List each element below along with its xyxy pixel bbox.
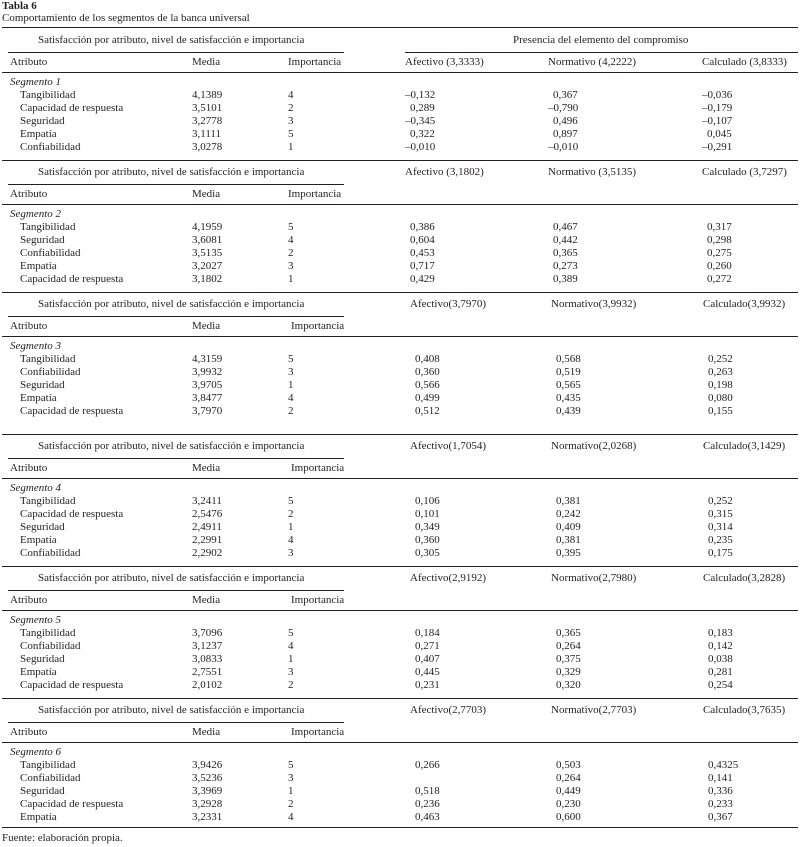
- table-caption: Comportamiento de los segmentos de la banca universal: [2, 12, 250, 24]
- table-row-afectivo: 0,360: [415, 534, 440, 546]
- table-row-media: 2,2991: [192, 534, 223, 546]
- table-row-afectivo: 0,453: [410, 247, 435, 259]
- table-row-media: 4,3159: [192, 353, 223, 365]
- table-row-normativo: 0,389: [553, 273, 578, 285]
- group-header-satisfaccion: Satisfacción por atributo, nivel de satisfacción e importancia: [38, 572, 305, 584]
- table-row-afectivo: 0,360: [415, 366, 440, 378]
- table-row-calculado: 0,252: [708, 495, 733, 507]
- segment-rule: [2, 566, 798, 567]
- table-row-normativo: 0,367: [553, 89, 578, 101]
- table-row-afectivo: 0,349: [415, 521, 440, 533]
- segment-label: Segmento 6: [10, 746, 62, 758]
- table-row-normativo: 0,365: [556, 627, 581, 639]
- table-row-afectivo: 0,289: [410, 102, 435, 114]
- table-row-importancia: 4: [288, 234, 294, 246]
- table-row-importancia: 1: [288, 141, 294, 153]
- table-row-importancia: 2: [288, 102, 294, 114]
- table-row-calculado: 0,260: [707, 260, 732, 272]
- table-row-afectivo: 0,604: [410, 234, 435, 246]
- column-header-afectivo: Afectivo (3,3333): [405, 56, 484, 68]
- table-row-importancia: 5: [288, 627, 294, 639]
- column-header-calculado: Calculado(3,2828): [703, 572, 786, 584]
- table-row-afectivo: 0,717: [410, 260, 435, 272]
- table-row-calculado: 0,155: [708, 405, 733, 417]
- group-header-satisfaccion: Satisfacción por atributo, nivel de satisfacción e importancia: [38, 166, 305, 178]
- group-underline: [8, 316, 344, 317]
- column-header-atributo: Atributo: [10, 594, 48, 606]
- table-row-atributo: Tangibilidad: [20, 353, 76, 365]
- table-row-calculado: 0,038: [708, 653, 733, 665]
- column-header-atributo: Atributo: [10, 56, 48, 68]
- table-row-atributo: Capacidad de respuesta: [20, 405, 124, 417]
- table-row-normativo: 0,439: [556, 405, 581, 417]
- table-row-normativo: 0,600: [556, 811, 581, 823]
- table-row-atributo: Empatía: [20, 811, 57, 823]
- column-header-atributo: Atributo: [10, 320, 48, 332]
- table-row-atributo: Seguridad: [20, 653, 65, 665]
- column-header-normativo: Normativo(2,7703): [551, 704, 637, 716]
- column-header-calculado: Calculado (3,7297): [702, 166, 787, 178]
- table-row-importancia: 4: [288, 640, 294, 652]
- table-row-atributo: Confiabilidad: [20, 547, 81, 559]
- table-row-afectivo: 0,512: [415, 405, 440, 417]
- segment-rule: [2, 434, 798, 435]
- column-header-media: Media: [192, 462, 221, 474]
- table-row-afectivo: 0,518: [415, 785, 440, 797]
- table-row-afectivo: 0,184: [415, 627, 440, 639]
- table-row-calculado: 0,080: [708, 392, 733, 404]
- table-row-atributo: Seguridad: [20, 785, 65, 797]
- table-row-normativo: 0,242: [556, 508, 581, 520]
- table-row-atributo: Empatía: [20, 666, 57, 678]
- table-row-atributo: Tangibilidad: [20, 627, 76, 639]
- table-row-importancia: 4: [288, 534, 294, 546]
- table-row-media: 2,5476: [192, 508, 223, 520]
- table-row-media: 3,2331: [192, 811, 223, 823]
- table-row-importancia: 5: [288, 221, 294, 233]
- table-row-afectivo: 0,407: [415, 653, 440, 665]
- column-header-rule: [2, 742, 798, 743]
- table-row-media: 4,1959: [192, 221, 223, 233]
- table-row-atributo: Tangibilidad: [20, 495, 76, 507]
- table-row-normativo: 0,496: [553, 115, 578, 127]
- table-row-calculado: 0,315: [708, 508, 733, 520]
- column-header-normativo: Normativo (4,2222): [548, 56, 636, 68]
- table-row-atributo: Capacidad de respuesta: [20, 273, 124, 285]
- column-header-rule: [2, 204, 798, 205]
- table-row-atributo: Confiabilidad: [20, 141, 81, 153]
- column-header-importancia: Importancia: [291, 726, 345, 738]
- column-header-calculado: Calculado (3,8333): [702, 56, 787, 68]
- table-row-afectivo: 0,266: [415, 759, 440, 771]
- table-row-atributo: Tangibilidad: [20, 221, 76, 233]
- bottom-rule: [2, 827, 798, 828]
- table-row-importancia: 1: [288, 379, 294, 391]
- table-row-afectivo: 0,231: [415, 679, 440, 691]
- group-header-satisfaccion: Satisfacción por atributo, nivel de satisfacción e importancia: [38, 34, 305, 46]
- table-row-importancia: 3: [288, 366, 294, 378]
- segment-label: Segmento 1: [10, 76, 62, 88]
- table-row-importancia: 3: [288, 666, 294, 678]
- table-row-normativo: –0,010: [548, 141, 579, 153]
- table-row-calculado: 0,4325: [708, 759, 739, 771]
- table-row-afectivo: –0,010: [405, 141, 436, 153]
- segment-label: Segmento 3: [10, 340, 62, 352]
- table-row-normativo: 0,503: [556, 759, 581, 771]
- table-row-media: 2,0102: [192, 679, 223, 691]
- table-row-atributo: Confiabilidad: [20, 772, 81, 784]
- column-header-normativo: Normativo (3,5135): [548, 166, 636, 178]
- column-header-atributo: Atributo: [10, 462, 48, 474]
- table-row-afectivo: 0,445: [415, 666, 440, 678]
- column-header-normativo: Normativo(2,0268): [551, 440, 637, 452]
- table-row-media: 3,9932: [192, 366, 223, 378]
- table-row-atributo: Seguridad: [20, 521, 65, 533]
- top-rule: [2, 27, 798, 28]
- table-row-media: 3,7096: [192, 627, 223, 639]
- table-row-afectivo: 0,305: [415, 547, 440, 559]
- table-row-normativo: 0,442: [553, 234, 578, 246]
- table-row-media: 3,0278: [192, 141, 223, 153]
- table-row-calculado: 0,281: [708, 666, 733, 678]
- column-header-afectivo: Afectivo(3,7970): [410, 298, 487, 310]
- column-header-media: Media: [192, 56, 221, 68]
- table-row-normativo: 0,565: [556, 379, 581, 391]
- table-row-atributo: Empatía: [20, 128, 57, 140]
- table-row-afectivo: 0,499: [415, 392, 440, 404]
- table-row-importancia: 4: [288, 392, 294, 404]
- table-row-media: 3,2928: [192, 798, 223, 810]
- column-header-rule: [2, 610, 798, 611]
- table-row-atributo: Empatía: [20, 392, 57, 404]
- table-row-afectivo: 0,463: [415, 811, 440, 823]
- column-header-importancia: Importancia: [291, 594, 345, 606]
- table-row-media: 3,2027: [192, 260, 223, 272]
- table-row-media: 3,1111: [192, 128, 222, 140]
- table-row-atributo: Empatía: [20, 534, 57, 546]
- column-header-calculado: Calculado(3,1429): [703, 440, 786, 452]
- table-row-normativo: 0,230: [556, 798, 581, 810]
- column-header-rule: [2, 72, 798, 73]
- column-header-calculado: Calculado(3,9932): [703, 298, 786, 310]
- table-row-normativo: 0,519: [556, 366, 581, 378]
- table-row-afectivo: 0,101: [415, 508, 440, 520]
- table-row-calculado: 0,175: [708, 547, 733, 559]
- table-row-atributo: Confiabilidad: [20, 366, 81, 378]
- table-row-media: 2,7551: [192, 666, 223, 678]
- table-row-media: 3,0833: [192, 653, 223, 665]
- table-row-atributo: Tangibilidad: [20, 89, 76, 101]
- table-row-importancia: 2: [288, 508, 294, 520]
- table-row-atributo: Confiabilidad: [20, 640, 81, 652]
- table-row-afectivo: –0,132: [405, 89, 436, 101]
- table-row-media: 3,1802: [192, 273, 223, 285]
- column-header-importancia: Importancia: [291, 462, 345, 474]
- table-row-importancia: 2: [288, 798, 294, 810]
- table-row-calculado: 0,314: [708, 521, 733, 533]
- table-row-media: 3,2778: [192, 115, 223, 127]
- table-row-media: 3,8477: [192, 392, 223, 404]
- table-row-atributo: Capacidad de respuesta: [20, 679, 124, 691]
- group-underline: [405, 52, 798, 53]
- table-row-calculado: 0,233: [708, 798, 733, 810]
- table-row-normativo: 0,329: [556, 666, 581, 678]
- group-underline: [8, 184, 344, 185]
- table-row-calculado: 0,317: [707, 221, 732, 233]
- table-row-calculado: 0,198: [708, 379, 733, 391]
- table-row-normativo: –0,790: [548, 102, 579, 114]
- table-row-importancia: 1: [288, 521, 294, 533]
- table-row-media: 3,7970: [192, 405, 223, 417]
- group-header-satisfaccion: Satisfacción por atributo, nivel de satisfacción e importancia: [38, 298, 305, 310]
- column-header-media: Media: [192, 726, 221, 738]
- table-row-calculado: –0,179: [702, 102, 733, 114]
- table-row-importancia: 3: [288, 547, 294, 559]
- column-header-media: Media: [192, 594, 221, 606]
- table-row-normativo: 0,435: [556, 392, 581, 404]
- table-row-normativo: 0,375: [556, 653, 581, 665]
- table-row-normativo: 0,568: [556, 353, 581, 365]
- table-row-media: 2,2902: [192, 547, 223, 559]
- segment-rule: [2, 160, 798, 161]
- column-header-afectivo: Afectivo (3,1802): [405, 166, 484, 178]
- table-row-atributo: Capacidad de respuesta: [20, 508, 124, 520]
- group-underline: [8, 722, 344, 723]
- table-row-media: 3,3969: [192, 785, 223, 797]
- column-header-media: Media: [192, 188, 221, 200]
- column-header-importancia: Importancia: [288, 188, 342, 200]
- table-row-calculado: 0,367: [708, 811, 733, 823]
- table-row-calculado: 0,141: [708, 772, 733, 784]
- table-row-atributo: Tangibilidad: [20, 759, 76, 771]
- table-row-normativo: 0,897: [553, 128, 578, 140]
- table-row-media: 3,6081: [192, 234, 223, 246]
- table-source-note: Fuente: elaboración propia.: [2, 832, 123, 844]
- group-header-presencia: Presencia del elemento del compromiso: [513, 34, 689, 46]
- column-header-rule: [2, 478, 798, 479]
- table-row-media: 3,9426: [192, 759, 223, 771]
- table-row-afectivo: 0,386: [410, 221, 435, 233]
- table-row-calculado: –0,107: [702, 115, 733, 127]
- column-header-calculado: Calculado(3,7635): [703, 704, 786, 716]
- table-row-importancia: 5: [288, 495, 294, 507]
- table-row-media: 3,9705: [192, 379, 223, 391]
- column-header-atributo: Atributo: [10, 188, 48, 200]
- table-row-calculado: 0,252: [708, 353, 733, 365]
- table-row-atributo: Seguridad: [20, 234, 65, 246]
- table-row-calculado: 0,272: [707, 273, 732, 285]
- table-row-afectivo: 0,408: [415, 353, 440, 365]
- table-row-calculado: 0,298: [707, 234, 732, 246]
- group-underline: [8, 458, 344, 459]
- table-row-normativo: 0,264: [556, 640, 581, 652]
- table-row-afectivo: 0,322: [410, 128, 435, 140]
- table-row-normativo: 0,381: [556, 495, 581, 507]
- table-row-media: 3,2411: [192, 495, 222, 507]
- table-row-afectivo: –0,345: [405, 115, 436, 127]
- table-row-importancia: 4: [288, 89, 294, 101]
- table-row-media: 3,5236: [192, 772, 223, 784]
- table-row-afectivo: 0,271: [415, 640, 440, 652]
- table-row-importancia: 3: [288, 260, 294, 272]
- table-row-importancia: 5: [288, 759, 294, 771]
- table-row-calculado: 0,183: [708, 627, 733, 639]
- table-row-calculado: –0,036: [702, 89, 733, 101]
- table-row-media: 2,4911: [192, 521, 222, 533]
- table-row-atributo: Empatía: [20, 260, 57, 272]
- segment-label: Segmento 4: [10, 482, 62, 494]
- column-header-rule: [2, 336, 798, 337]
- table-row-afectivo: 0,429: [410, 273, 435, 285]
- table-row-importancia: 3: [288, 772, 294, 784]
- table-row-media: 3,5135: [192, 247, 223, 259]
- column-header-afectivo: Afectivo(2,7703): [410, 704, 487, 716]
- table-row-calculado: 0,142: [708, 640, 733, 652]
- table-row-calculado: –0,291: [702, 141, 733, 153]
- table-row-calculado: 0,336: [708, 785, 733, 797]
- table-row-importancia: 5: [288, 128, 294, 140]
- column-header-importancia: Importancia: [291, 320, 345, 332]
- table-title: Tabla 6: [2, 0, 37, 12]
- table-row-atributo: Seguridad: [20, 379, 65, 391]
- table-row-atributo: Seguridad: [20, 115, 65, 127]
- segment-rule: [2, 698, 798, 699]
- column-header-media: Media: [192, 320, 221, 332]
- group-header-satisfaccion: Satisfacción por atributo, nivel de satisfacción e importancia: [38, 440, 305, 452]
- table-row-importancia: 2: [288, 247, 294, 259]
- table-row-normativo: 0,395: [556, 547, 581, 559]
- table-row-calculado: 0,235: [708, 534, 733, 546]
- table-row-afectivo: 0,566: [415, 379, 440, 391]
- table-row-calculado: 0,254: [708, 679, 733, 691]
- table-row-normativo: 0,273: [553, 260, 578, 272]
- table-row-calculado: 0,275: [707, 247, 732, 259]
- column-header-normativo: Normativo(2,7980): [551, 572, 637, 584]
- table-row-normativo: 0,320: [556, 679, 581, 691]
- segment-rule: [2, 292, 798, 293]
- column-header-afectivo: Afectivo(1,7054): [410, 440, 487, 452]
- table-row-normativo: 0,449: [556, 785, 581, 797]
- table-row-media: 3,1237: [192, 640, 223, 652]
- table-row-normativo: 0,365: [553, 247, 578, 259]
- segment-label: Segmento 5: [10, 614, 62, 626]
- table-row-atributo: Confiabilidad: [20, 247, 81, 259]
- table-row-afectivo: 0,106: [415, 495, 440, 507]
- table-row-calculado: 0,045: [707, 128, 732, 140]
- table-row-importancia: 4: [288, 811, 294, 823]
- group-underline: [8, 52, 344, 53]
- table-row-importancia: 1: [288, 273, 294, 285]
- table-row-atributo: Capacidad de respuesta: [20, 798, 124, 810]
- column-header-importancia: Importancia: [288, 56, 342, 68]
- table-row-normativo: 0,381: [556, 534, 581, 546]
- table-row-normativo: 0,467: [553, 221, 578, 233]
- table-row-media: 4,1389: [192, 89, 223, 101]
- column-header-atributo: Atributo: [10, 726, 48, 738]
- table-row-media: 3,5101: [192, 102, 223, 114]
- column-header-afectivo: Afectivo(2,9192): [410, 572, 487, 584]
- table-row-atributo: Capacidad de respuesta: [20, 102, 124, 114]
- table-row-calculado: 0,263: [708, 366, 733, 378]
- table-row-importancia: 5: [288, 353, 294, 365]
- segment-label: Segmento 2: [10, 208, 62, 220]
- group-underline: [8, 590, 344, 591]
- column-header-normativo: Normativo(3,9932): [551, 298, 637, 310]
- group-header-satisfaccion: Satisfacción por atributo, nivel de satisfacción e importancia: [38, 704, 305, 716]
- table-row-importancia: 2: [288, 679, 294, 691]
- table-row-importancia: 1: [288, 653, 294, 665]
- table-row-importancia: 2: [288, 405, 294, 417]
- table-row-importancia: 1: [288, 785, 294, 797]
- table-row-importancia: 3: [288, 115, 294, 127]
- table-row-normativo: 0,409: [556, 521, 581, 533]
- table-row-afectivo: 0,236: [415, 798, 440, 810]
- table-row-normativo: 0,264: [556, 772, 581, 784]
